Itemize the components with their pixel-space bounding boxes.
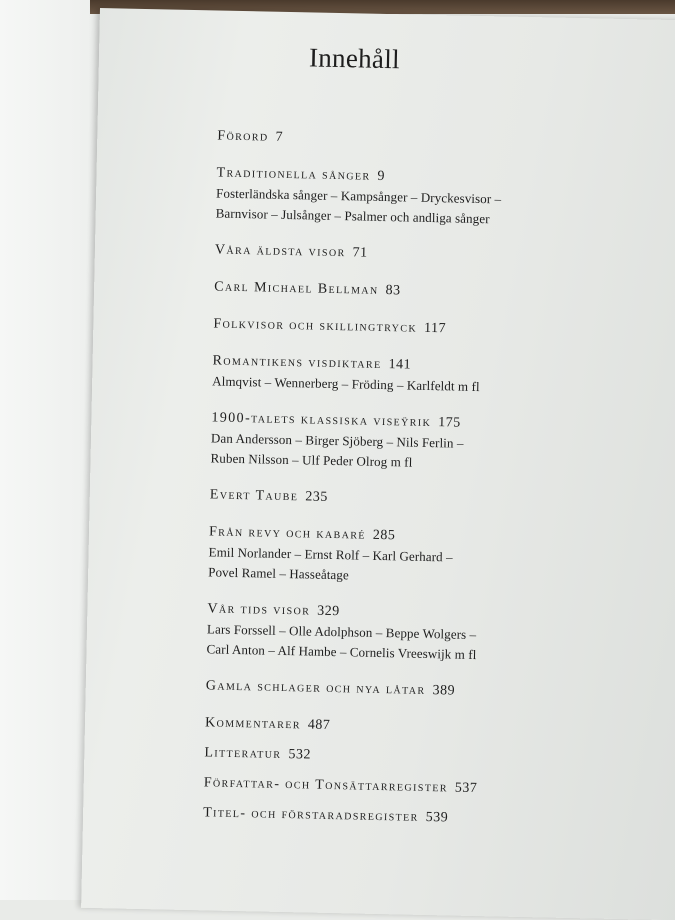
- toc-subline: Povel Ramel – Hasseåtage: [208, 564, 350, 583]
- toc-page-number: 537: [454, 780, 478, 797]
- toc-title: Vår tids visor: [207, 601, 311, 619]
- toc-page-number: 235: [305, 489, 328, 505]
- toc-page-number: 71: [352, 245, 368, 261]
- toc-page-number: 487: [307, 717, 331, 733]
- toc-title: Romantikens visdiktare: [212, 353, 382, 372]
- toc-heading: [204, 773, 644, 802]
- toc-page-number: 329: [317, 603, 340, 620]
- toc-title: Titel- och förstaradsregister: [203, 805, 419, 825]
- toc-page-number: 175: [437, 415, 461, 431]
- toc-subline: Ruben Nilsson – Ulf Peder Olrog m fl: [210, 450, 413, 470]
- toc-subline: Barnvisor – Julsånger – Psalmer och andliga sånger: [215, 205, 490, 227]
- toc-entry: [203, 803, 643, 832]
- toc-heading: [213, 314, 653, 343]
- toc-heading: [203, 803, 643, 832]
- toc-entry: [205, 713, 645, 742]
- toc-entry: [204, 773, 644, 802]
- toc-heading: [210, 485, 650, 514]
- toc-title: Författar- och Tonsättarregister: [203, 775, 449, 796]
- toc-page-number: 141: [388, 357, 412, 373]
- toc-page-number: 285: [372, 527, 396, 544]
- toc-page-number: 117: [423, 320, 447, 337]
- toc-page-number: 532: [288, 747, 312, 763]
- toc-page-number: 389: [432, 683, 456, 699]
- toc-subline: Fosterländska sånger – Kampsånger – Dryckesvisor –: [215, 185, 502, 207]
- toc-title: Våra äldsta visor: [214, 242, 346, 261]
- toc-title: Litteratur: [204, 745, 282, 762]
- toc-title: Carl Michael Bellman: [214, 279, 379, 298]
- toc-entry: [216, 163, 657, 232]
- toc-title: Traditionella sånger: [216, 165, 371, 184]
- toc-heading: [214, 277, 654, 306]
- toc-entry: [206, 599, 647, 668]
- toc-entry: [215, 240, 655, 269]
- toc-heading: [204, 743, 644, 772]
- page-title: Innehåll: [308, 42, 401, 75]
- toc-heading: [206, 676, 646, 705]
- toc-entry: [214, 277, 654, 306]
- toc-title: Evert Taube: [209, 487, 299, 505]
- toc-subline: Carl Anton – Alf Hambe – Cornelis Vreeswijk m fl: [206, 641, 477, 663]
- toc-subline: Lars Forssell – Olle Adolphson – Beppe Wolgers –: [206, 621, 477, 643]
- toc-entry: [206, 676, 646, 705]
- toc-entry: [210, 485, 650, 514]
- toc-title: Folkvisor och skillingtryck: [213, 316, 418, 336]
- toc-title: Från revy och kabaré: [208, 524, 367, 543]
- toc-page-number: 83: [385, 283, 401, 299]
- toc-heading: [217, 126, 657, 155]
- toc-page-number: 7: [275, 129, 284, 145]
- toc-page-number: 539: [425, 810, 449, 826]
- toc-subline: Emil Norlander – Ernst Rolf – Karl Gerhard –: [208, 544, 453, 565]
- toc-subline: Dan Andersson – Birger Sjöberg – Nils Ferlin –: [210, 430, 464, 451]
- toc-title: 1900-talets klassiska viseÿrik: [211, 410, 432, 431]
- toc-heading: [215, 240, 655, 269]
- toc-entry: [208, 522, 649, 591]
- toc-title: Förord: [217, 128, 269, 145]
- toc-subline: Almqvist – Wennerberg – Fröding – Karlfeldt m fl: [212, 373, 480, 395]
- toc-entry: [212, 351, 653, 400]
- toc-page-number: 9: [377, 168, 386, 185]
- toc-entry: [204, 743, 644, 772]
- toc-heading: [205, 713, 645, 742]
- toc-entry: [210, 408, 651, 477]
- toc-entry: [213, 314, 653, 343]
- table-of-contents: [203, 126, 658, 842]
- book-page: [81, 8, 675, 920]
- toc-title: Kommentarer: [204, 715, 302, 733]
- toc-entry: [217, 126, 657, 155]
- toc-title: Gamla schlager och nya låtar: [205, 678, 426, 698]
